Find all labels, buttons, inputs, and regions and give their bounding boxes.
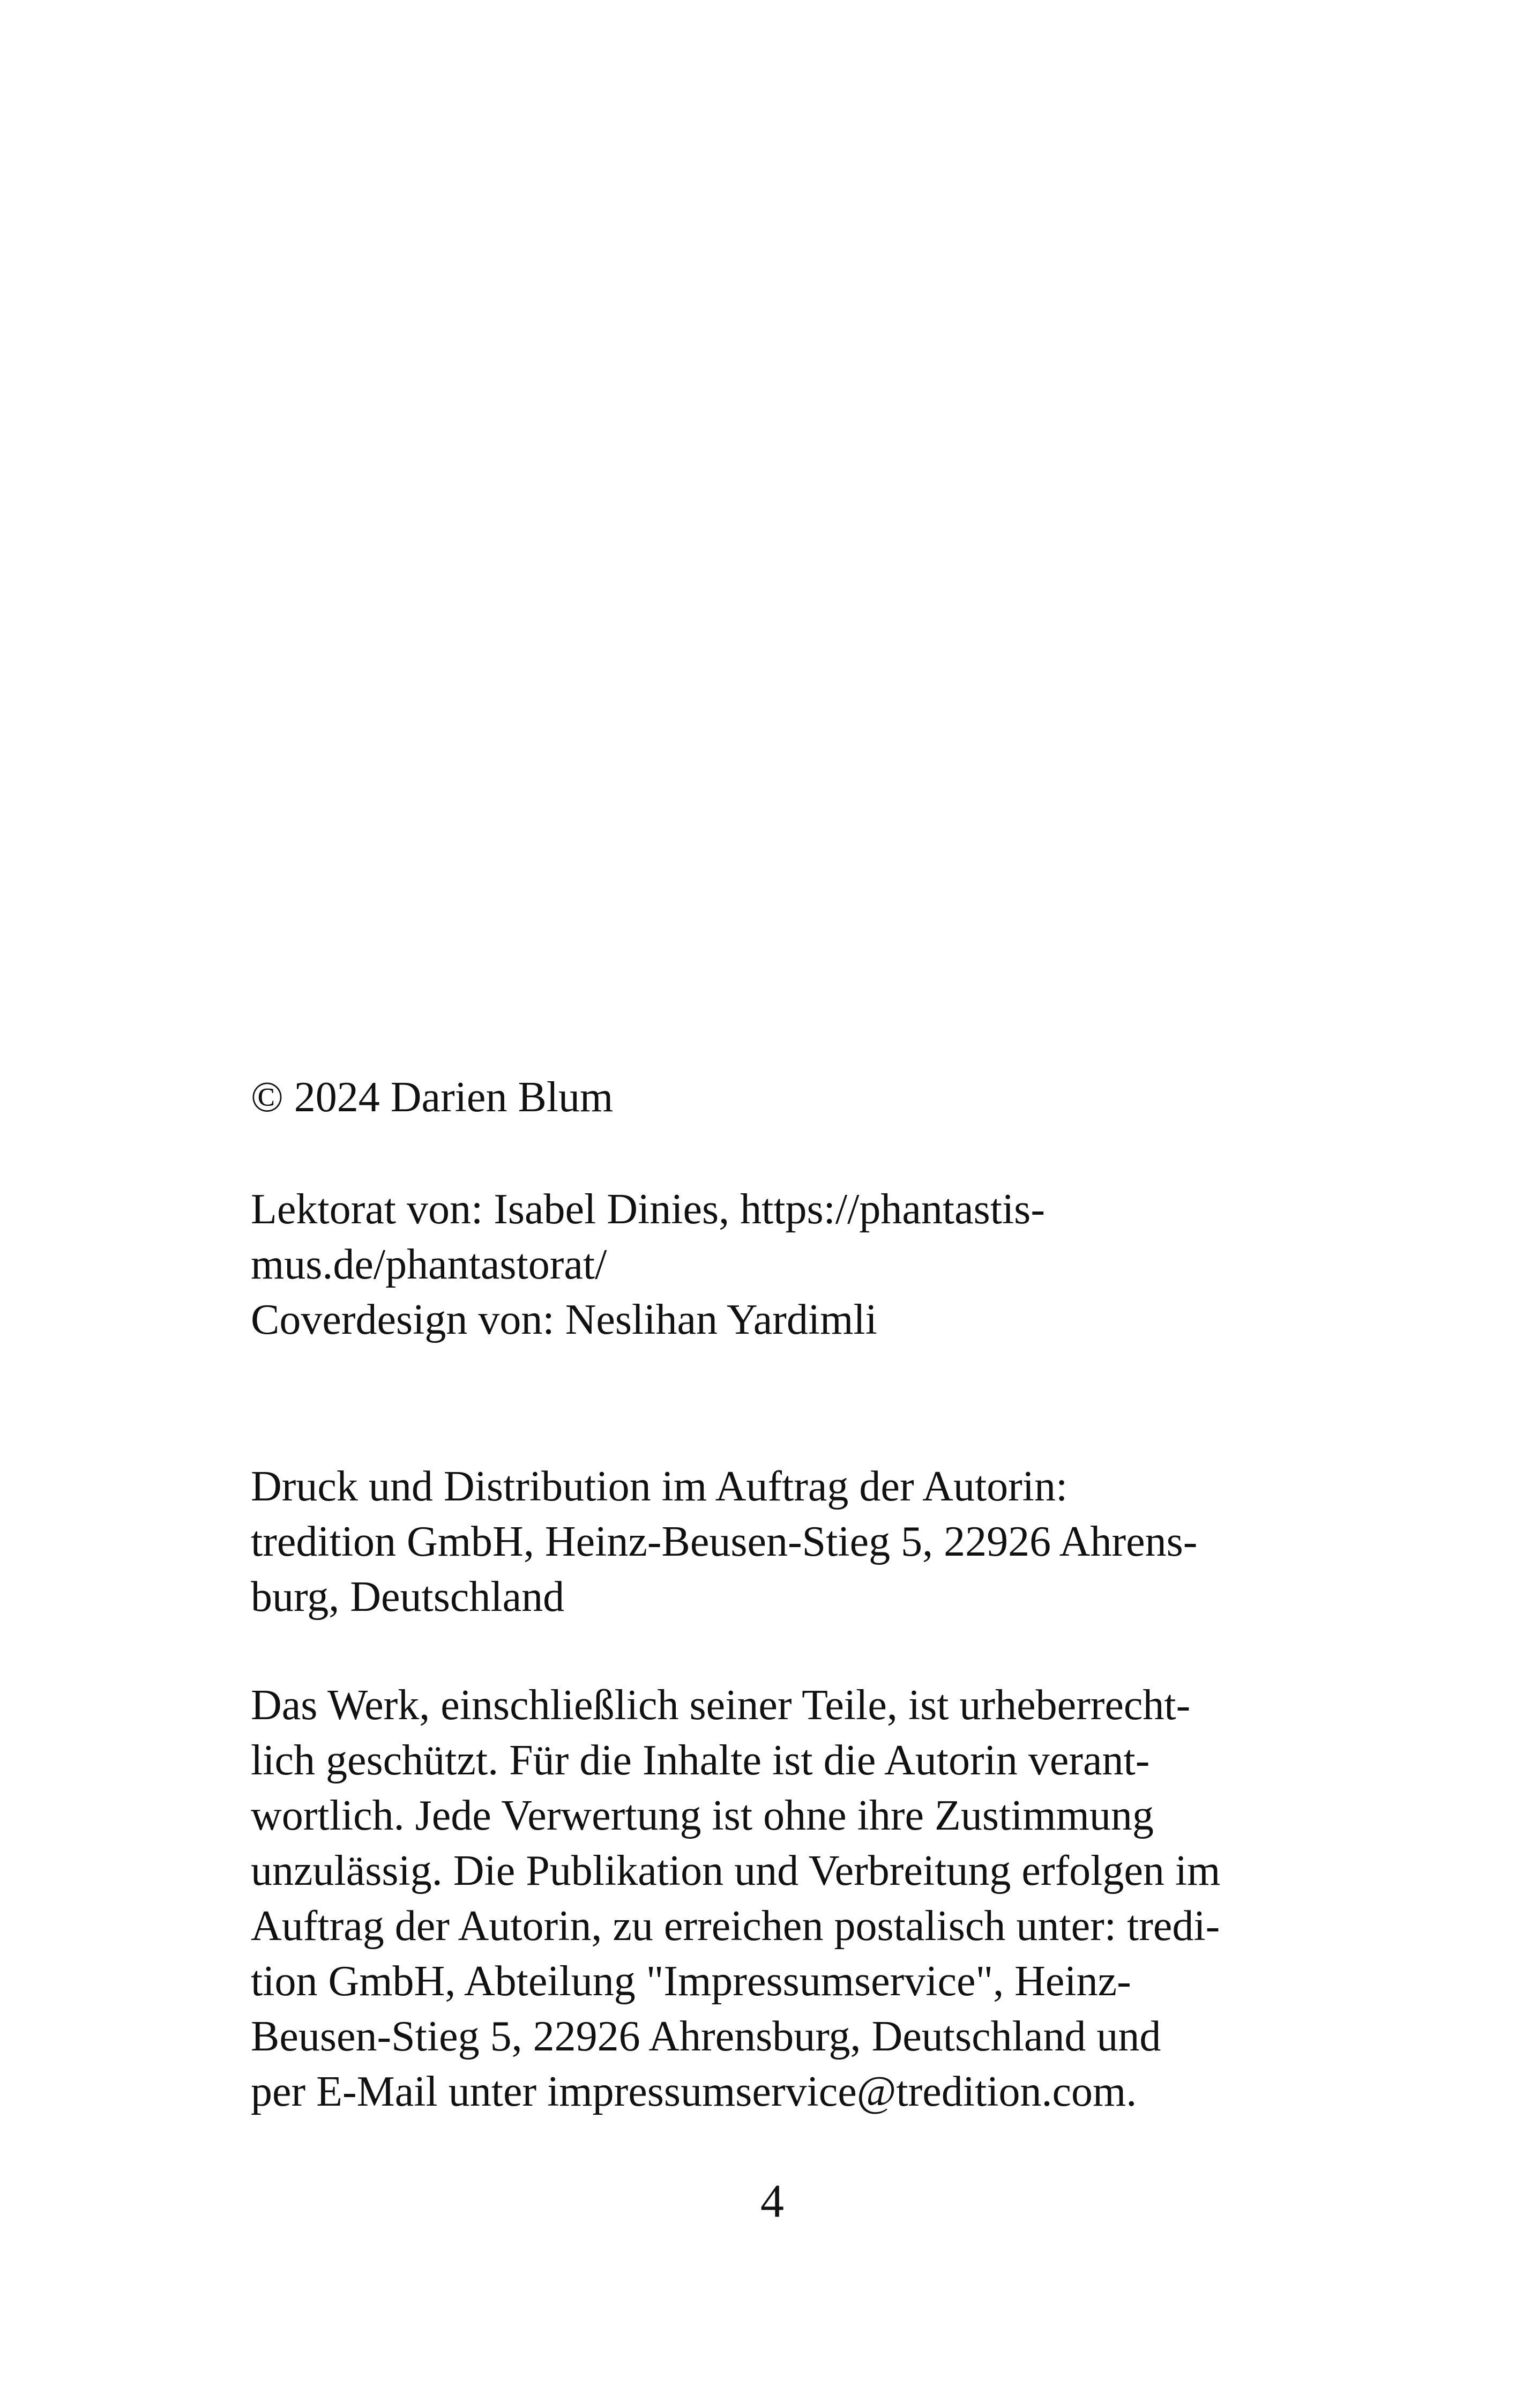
credits-line: Coverdesign von: Neslihan Yardimli	[251, 1296, 877, 1343]
legal-line: Auftrag der Autorin, zu erreichen postalisch unter: tredi-	[251, 1902, 1220, 1950]
legal-line: unzulässig. Die Publikation und Verbreitung erfolgen im	[251, 1847, 1221, 1894]
distribution-line: tredition GmbH, Heinz-Beusen-Stieg 5, 22926 Ahrens-	[251, 1518, 1198, 1565]
legal-line: lich geschützt. Für die Inhalte ist die Autorin verant-	[251, 1737, 1150, 1784]
distribution-line: burg, Deutschland	[251, 1573, 565, 1621]
legal-line: Beusen-Stieg 5, 22926 Ahrensburg, Deutschland und	[251, 2013, 1161, 2060]
legal-line: tion GmbH, Abteilung "Impressumservice", Heinz-	[251, 1958, 1131, 2005]
credits-line: mus.de/phantastorat/	[251, 1241, 607, 1288]
copyright-notice: © 2024 Darien Blum	[251, 1074, 614, 1121]
credits-line: Lektorat von: Isabel Dinies, https://phantastis-	[251, 1186, 1045, 1233]
legal-line: Das Werk, einschließlich seiner Teile, ist urheberrecht-	[251, 1682, 1191, 1729]
credits-paragraph	[251, 1182, 1045, 1348]
legal-line: wortlich. Jede Verwertung ist ohne ihre Zustimmung	[251, 1792, 1154, 1839]
distribution-line: Druck und Distribution im Auftrag der Autorin:	[251, 1463, 1068, 1510]
page-number: 4	[760, 2175, 784, 2227]
distribution-paragraph	[251, 1459, 1197, 1625]
legal-line: per E-Mail unter impressumservice@tredition.com.	[251, 2068, 1137, 2115]
legal-notice-paragraph	[251, 1678, 1220, 2120]
